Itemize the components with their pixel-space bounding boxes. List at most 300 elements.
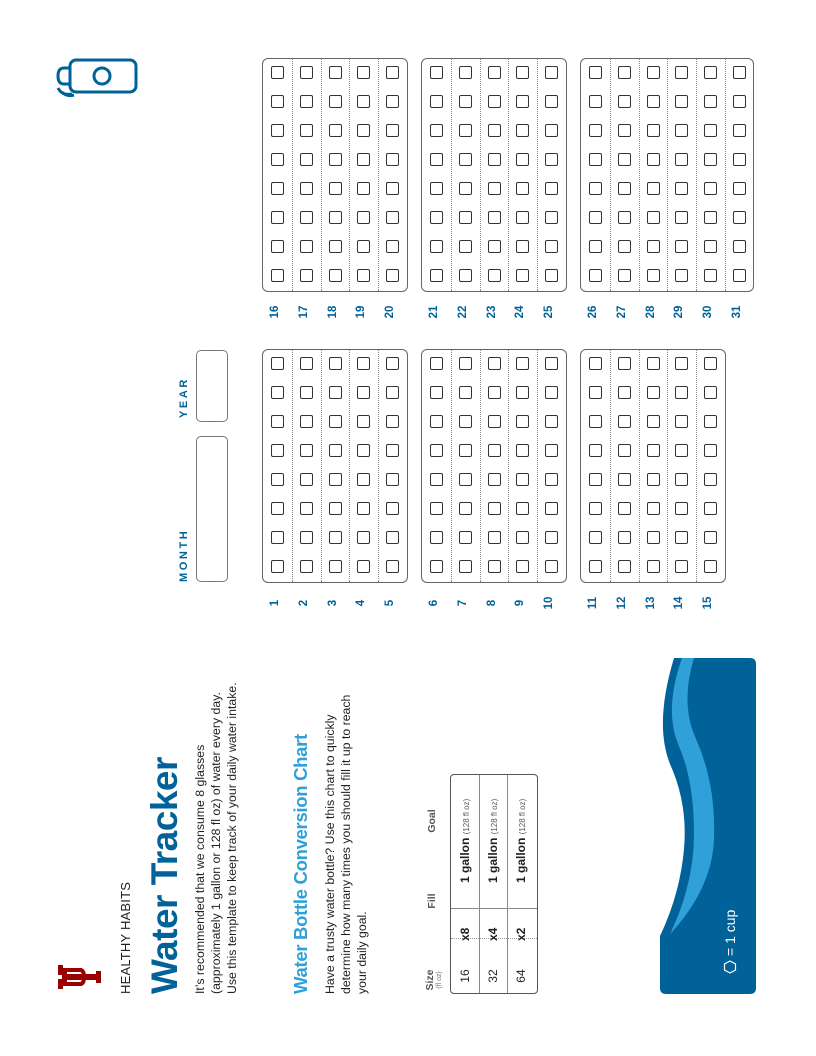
cup-checkbox[interactable]: [618, 473, 631, 486]
cup-checkbox[interactable]: [647, 153, 660, 166]
cup-checkbox[interactable]: [386, 444, 399, 457]
cup-checkbox[interactable]: [488, 357, 501, 370]
cup-checkbox[interactable]: [488, 502, 501, 515]
day-number: 28: [644, 305, 657, 319]
cup-checkbox[interactable]: [271, 124, 284, 137]
day-number: 15: [702, 596, 715, 610]
cup-checkbox[interactable]: [704, 95, 717, 108]
day-number: 7: [456, 599, 469, 607]
cup-checkbox[interactable]: [300, 473, 313, 486]
cup-checkbox[interactable]: [300, 153, 313, 166]
cup-checkbox[interactable]: [329, 182, 342, 195]
cup-checkbox[interactable]: [545, 95, 558, 108]
day-group: [580, 58, 754, 292]
cup-checkbox[interactable]: [430, 415, 443, 428]
cup-checkbox[interactable]: [488, 415, 501, 428]
cup-checkbox[interactable]: [271, 269, 284, 282]
fill-cell: x8: [458, 927, 472, 941]
cup-checkbox[interactable]: [386, 211, 399, 224]
day-number: 2: [297, 599, 310, 607]
cup-checkbox[interactable]: [516, 153, 529, 166]
cup-checkbox[interactable]: [618, 95, 631, 108]
cup-checkbox[interactable]: [618, 357, 631, 370]
cup-checkbox[interactable]: [589, 386, 602, 399]
cup-checkbox[interactable]: [589, 211, 602, 224]
cup-checkbox[interactable]: [675, 211, 688, 224]
cup-checkbox[interactable]: [386, 531, 399, 544]
cup-checkbox[interactable]: [516, 560, 529, 573]
cup-checkbox[interactable]: [589, 124, 602, 137]
day-group: [262, 349, 408, 583]
cup-checkbox[interactable]: [704, 502, 717, 515]
cup-checkbox[interactable]: [675, 531, 688, 544]
cup-checkbox[interactable]: [386, 269, 399, 282]
cup-checkbox[interactable]: [675, 182, 688, 195]
cup-checkbox[interactable]: [459, 269, 472, 282]
cup-checkbox[interactable]: [647, 95, 660, 108]
cup-checkbox[interactable]: [357, 473, 370, 486]
day-number: 14: [673, 596, 686, 610]
cup-checkbox[interactable]: [271, 240, 284, 253]
day-number: 22: [456, 305, 469, 319]
cup-checkbox[interactable]: [516, 269, 529, 282]
cup-checkbox[interactable]: [459, 502, 472, 515]
cup-checkbox[interactable]: [430, 182, 443, 195]
cup-checkbox[interactable]: [357, 531, 370, 544]
cup-checkbox[interactable]: [733, 66, 746, 79]
day-number: 29: [673, 305, 686, 319]
cup-checkbox[interactable]: [675, 560, 688, 573]
cup-checkbox[interactable]: [459, 182, 472, 195]
cup-checkbox[interactable]: [300, 560, 313, 573]
cup-checkbox[interactable]: [647, 502, 660, 515]
cup-checkbox[interactable]: [271, 386, 284, 399]
cup-checkbox[interactable]: [733, 95, 746, 108]
cup-checkbox[interactable]: [704, 124, 717, 137]
cup-checkbox[interactable]: [430, 473, 443, 486]
cup-checkbox[interactable]: [488, 240, 501, 253]
cup-checkbox[interactable]: [271, 531, 284, 544]
cup-checkbox[interactable]: [357, 153, 370, 166]
cup-checkbox[interactable]: [675, 386, 688, 399]
cup-checkbox[interactable]: [618, 240, 631, 253]
cup-checkbox[interactable]: [589, 560, 602, 573]
cup-checkbox[interactable]: [459, 444, 472, 457]
day-number: 25: [543, 305, 556, 319]
cup-checkbox[interactable]: [647, 66, 660, 79]
cup-checkbox[interactable]: [488, 95, 501, 108]
cup-checkbox[interactable]: [386, 124, 399, 137]
cup-checkbox[interactable]: [675, 357, 688, 370]
cup-checkbox[interactable]: [300, 386, 313, 399]
fill-cell: x4: [486, 927, 500, 941]
cup-checkbox[interactable]: [647, 531, 660, 544]
cup-checkbox[interactable]: [357, 269, 370, 282]
cup-checkbox[interactable]: [516, 124, 529, 137]
cup-checkbox[interactable]: [300, 531, 313, 544]
cup-checkbox[interactable]: [733, 124, 746, 137]
cup-checkbox[interactable]: [271, 415, 284, 428]
day-number: 24: [514, 305, 527, 319]
cup-checkbox[interactable]: [516, 240, 529, 253]
cup-checkbox[interactable]: [647, 357, 660, 370]
cup-checkbox[interactable]: [300, 357, 313, 370]
cup-checkbox[interactable]: [675, 95, 688, 108]
cup-checkbox[interactable]: [647, 182, 660, 195]
cup-checkbox[interactable]: [647, 211, 660, 224]
cup-checkbox[interactable]: [589, 531, 602, 544]
cup-checkbox[interactable]: [545, 66, 558, 79]
cup-checkbox[interactable]: [357, 415, 370, 428]
cup-checkbox[interactable]: [488, 560, 501, 573]
cup-checkbox[interactable]: [459, 560, 472, 573]
cup-checkbox[interactable]: [618, 386, 631, 399]
cup-checkbox[interactable]: [733, 182, 746, 195]
cup-checkbox[interactable]: [545, 153, 558, 166]
cup-checkbox[interactable]: [545, 386, 558, 399]
cup-checkbox[interactable]: [459, 240, 472, 253]
eyebrow: HEALTHY HABITS: [118, 881, 133, 994]
cup-checkbox[interactable]: [647, 386, 660, 399]
cup-checkbox[interactable]: [675, 153, 688, 166]
cup-checkbox[interactable]: [329, 66, 342, 79]
cup-checkbox[interactable]: [300, 444, 313, 457]
goal-cell: 1 gallon (128 fl oz): [514, 798, 528, 883]
cup-checkbox[interactable]: [329, 473, 342, 486]
water-bottle-icon: [56, 54, 140, 98]
cup-checkbox[interactable]: [300, 182, 313, 195]
cup-checkbox[interactable]: [386, 473, 399, 486]
cup-checkbox[interactable]: [271, 153, 284, 166]
day-number: 6: [428, 599, 440, 607]
iu-trident-logo: [58, 960, 102, 994]
cup-checkbox[interactable]: [675, 269, 688, 282]
cup-checkbox[interactable]: [430, 386, 443, 399]
cup-icon: [723, 960, 737, 974]
cup-checkbox[interactable]: [516, 211, 529, 224]
cup-checkbox[interactable]: [545, 182, 558, 195]
cup-checkbox[interactable]: [459, 153, 472, 166]
cup-checkbox[interactable]: [329, 95, 342, 108]
cup-checkbox[interactable]: [618, 66, 631, 79]
cup-checkbox[interactable]: [386, 502, 399, 515]
col-size-header: Size (fl oz): [424, 969, 443, 991]
cup-checkbox[interactable]: [300, 240, 313, 253]
cup-checkbox[interactable]: [357, 182, 370, 195]
cup-checkbox[interactable]: [516, 473, 529, 486]
cup-checkbox[interactable]: [704, 473, 717, 486]
cup-checkbox[interactable]: [589, 95, 602, 108]
cup-checkbox[interactable]: [357, 386, 370, 399]
cup-checkbox[interactable]: [300, 211, 313, 224]
col-fill-header: Fill: [426, 893, 438, 909]
cup-checkbox[interactable]: [459, 95, 472, 108]
cup-checkbox[interactable]: [430, 124, 443, 137]
cup-checkbox[interactable]: [430, 66, 443, 79]
cup-checkbox[interactable]: [329, 386, 342, 399]
page-title: Water Tracker: [144, 757, 185, 994]
day-number: 16: [269, 305, 281, 319]
cup-checkbox[interactable]: [386, 560, 399, 573]
cup-checkbox[interactable]: [386, 95, 399, 108]
cup-checkbox[interactable]: [488, 531, 501, 544]
day-number: 9: [514, 599, 527, 607]
cup-checkbox[interactable]: [589, 473, 602, 486]
col-goal-header: Goal: [426, 809, 438, 833]
cup-checkbox[interactable]: [300, 502, 313, 515]
cup-checkbox[interactable]: [459, 415, 472, 428]
cup-checkbox[interactable]: [357, 95, 370, 108]
cup-checkbox[interactable]: [488, 66, 501, 79]
cup-checkbox[interactable]: [733, 153, 746, 166]
day-number: 1: [269, 599, 281, 607]
cup-checkbox[interactable]: [545, 415, 558, 428]
cup-checkbox[interactable]: [704, 386, 717, 399]
cup-checkbox[interactable]: [516, 386, 529, 399]
cup-checkbox[interactable]: [516, 182, 529, 195]
day-number: 18: [326, 305, 339, 319]
cup-checkbox[interactable]: [733, 240, 746, 253]
cup-checkbox[interactable]: [386, 66, 399, 79]
cup-checkbox[interactable]: [430, 357, 443, 370]
conversion-table: [450, 774, 538, 994]
cup-checkbox[interactable]: [300, 66, 313, 79]
cup-checkbox[interactable]: [545, 560, 558, 573]
cup-checkbox[interactable]: [329, 269, 342, 282]
cup-checkbox[interactable]: [675, 473, 688, 486]
cup-checkbox[interactable]: [545, 124, 558, 137]
cup-checkbox[interactable]: [271, 211, 284, 224]
cup-checkbox[interactable]: [647, 240, 660, 253]
cup-checkbox[interactable]: [647, 124, 660, 137]
cup-checkbox[interactable]: [516, 66, 529, 79]
cup-checkbox[interactable]: [386, 415, 399, 428]
cup-checkbox[interactable]: [488, 182, 501, 195]
cup-checkbox[interactable]: [545, 357, 558, 370]
table-row: [479, 799, 507, 993]
cup-checkbox[interactable]: [589, 269, 602, 282]
cup-checkbox[interactable]: [459, 473, 472, 486]
cup-checkbox[interactable]: [545, 502, 558, 515]
cup-checkbox[interactable]: [329, 560, 342, 573]
cup-checkbox[interactable]: [589, 66, 602, 79]
cup-checkbox[interactable]: [675, 240, 688, 253]
cup-checkbox[interactable]: [704, 66, 717, 79]
day-number: 23: [485, 305, 498, 319]
cup-checkbox[interactable]: [271, 444, 284, 457]
size-cell: 16: [458, 969, 472, 983]
cup-checkbox[interactable]: [329, 415, 342, 428]
cup-checkbox[interactable]: [329, 124, 342, 137]
cup-checkbox[interactable]: [618, 502, 631, 515]
cup-checkbox[interactable]: [704, 211, 717, 224]
cup-checkbox[interactable]: [675, 124, 688, 137]
cup-checkbox[interactable]: [329, 444, 342, 457]
conversion-description: Have a trusty water bottle? Use this chart to quickly determine how many times you should fill it up to reach your daily goal.: [323, 694, 369, 994]
cup-checkbox[interactable]: [618, 444, 631, 457]
cup-checkbox[interactable]: [545, 211, 558, 224]
cup-checkbox[interactable]: [618, 124, 631, 137]
cup-checkbox[interactable]: [675, 415, 688, 428]
intro-text: It’s recommended that we consume 8 glasses (approximately 1 gallon or 128 fl oz) of water every day. Use this template to keep track of your daily water intake.: [193, 682, 239, 994]
cup-checkbox[interactable]: [430, 211, 443, 224]
cup-checkbox[interactable]: [459, 357, 472, 370]
cup-checkbox[interactable]: [516, 502, 529, 515]
legend-text: = 1 cup: [722, 909, 738, 956]
cup-checkbox[interactable]: [589, 240, 602, 253]
cup-checkbox[interactable]: [647, 444, 660, 457]
cup-checkbox[interactable]: [488, 473, 501, 486]
cup-checkbox[interactable]: [618, 415, 631, 428]
cup-checkbox[interactable]: [589, 153, 602, 166]
cup-checkbox[interactable]: [386, 357, 399, 370]
day-number: 4: [355, 599, 368, 607]
cup-checkbox[interactable]: [459, 124, 472, 137]
cup-checkbox[interactable]: [430, 502, 443, 515]
cup-checkbox[interactable]: [618, 153, 631, 166]
cup-checkbox[interactable]: [704, 531, 717, 544]
cup-checkbox[interactable]: [545, 269, 558, 282]
cup-checkbox[interactable]: [300, 95, 313, 108]
cup-checkbox[interactable]: [516, 357, 529, 370]
month-label: MONTH: [178, 528, 190, 582]
cup-checkbox[interactable]: [647, 473, 660, 486]
cup-checkbox[interactable]: [459, 531, 472, 544]
cup-checkbox[interactable]: [357, 560, 370, 573]
cup-checkbox[interactable]: [430, 531, 443, 544]
cup-checkbox[interactable]: [618, 182, 631, 195]
cup-checkbox[interactable]: [545, 240, 558, 253]
cup-checkbox[interactable]: [271, 502, 284, 515]
day-number: 10: [543, 596, 556, 610]
cup-checkbox[interactable]: [386, 153, 399, 166]
cup-checkbox[interactable]: [329, 153, 342, 166]
cup-checkbox[interactable]: [516, 415, 529, 428]
cup-checkbox[interactable]: [271, 473, 284, 486]
day-number: 8: [485, 599, 498, 607]
cup-checkbox[interactable]: [704, 357, 717, 370]
cup-checkbox[interactable]: [647, 560, 660, 573]
cup-checkbox[interactable]: [516, 531, 529, 544]
cup-checkbox[interactable]: [704, 560, 717, 573]
cup-checkbox[interactable]: [430, 95, 443, 108]
cup-checkbox[interactable]: [329, 502, 342, 515]
cup-checkbox[interactable]: [386, 386, 399, 399]
cup-checkbox[interactable]: [589, 502, 602, 515]
cup-checkbox[interactable]: [488, 211, 501, 224]
cup-checkbox[interactable]: [589, 415, 602, 428]
cup-checkbox[interactable]: [271, 357, 284, 370]
cup-checkbox[interactable]: [675, 502, 688, 515]
day-number: 20: [384, 305, 397, 319]
cup-checkbox[interactable]: [488, 386, 501, 399]
cup-checkbox[interactable]: [300, 124, 313, 137]
cup-checkbox[interactable]: [459, 66, 472, 79]
month-field[interactable]: [196, 436, 228, 582]
cup-checkbox[interactable]: [545, 531, 558, 544]
day-number: 21: [428, 305, 440, 319]
cup-checkbox[interactable]: [589, 444, 602, 457]
day-number: 30: [702, 305, 715, 319]
cup-checkbox[interactable]: [459, 386, 472, 399]
cup-checkbox[interactable]: [704, 153, 717, 166]
cup-checkbox[interactable]: [329, 357, 342, 370]
cup-checkbox[interactable]: [430, 444, 443, 457]
cup-checkbox[interactable]: [357, 357, 370, 370]
cup-checkbox[interactable]: [329, 531, 342, 544]
cup-checkbox[interactable]: [545, 444, 558, 457]
table-row: [451, 799, 479, 993]
cup-checkbox[interactable]: [300, 269, 313, 282]
cup-checkbox[interactable]: [647, 269, 660, 282]
cup-checkbox[interactable]: [271, 182, 284, 195]
cup-checkbox[interactable]: [357, 444, 370, 457]
cup-checkbox[interactable]: [589, 182, 602, 195]
cup-checkbox[interactable]: [271, 560, 284, 573]
cup-checkbox[interactable]: [704, 269, 717, 282]
cup-checkbox[interactable]: [516, 95, 529, 108]
day-group: [262, 58, 408, 292]
cup-checkbox[interactable]: [618, 560, 631, 573]
cup-checkbox[interactable]: [329, 211, 342, 224]
cup-checkbox[interactable]: [675, 444, 688, 457]
cup-checkbox[interactable]: [704, 415, 717, 428]
cup-checkbox[interactable]: [618, 531, 631, 544]
size-cell: 64: [514, 969, 528, 983]
cup-checkbox[interactable]: [704, 444, 717, 457]
cup-checkbox[interactable]: [430, 560, 443, 573]
cup-checkbox[interactable]: [488, 153, 501, 166]
fill-cell: x2: [514, 927, 528, 941]
cup-checkbox[interactable]: [386, 240, 399, 253]
cup-checkbox[interactable]: [357, 502, 370, 515]
cup-checkbox[interactable]: [430, 240, 443, 253]
cup-checkbox[interactable]: [357, 211, 370, 224]
cup-checkbox[interactable]: [545, 473, 558, 486]
cup-checkbox[interactable]: [329, 240, 342, 253]
cup-checkbox[interactable]: [357, 66, 370, 79]
cup-checkbox[interactable]: [430, 153, 443, 166]
cup-checkbox[interactable]: [271, 95, 284, 108]
cup-checkbox[interactable]: [704, 182, 717, 195]
cup-checkbox[interactable]: [459, 211, 472, 224]
cup-checkbox[interactable]: [516, 444, 529, 457]
cup-checkbox[interactable]: [271, 66, 284, 79]
cup-checkbox[interactable]: [704, 240, 717, 253]
day-number: 19: [355, 305, 368, 319]
cup-checkbox[interactable]: [488, 444, 501, 457]
cup-checkbox[interactable]: [357, 124, 370, 137]
day-number: 11: [587, 596, 599, 610]
cup-checkbox[interactable]: [488, 124, 501, 137]
day-number: 17: [297, 305, 310, 319]
cup-checkbox[interactable]: [589, 357, 602, 370]
cup-checkbox[interactable]: [300, 415, 313, 428]
cup-checkbox[interactable]: [618, 269, 631, 282]
cup-checkbox[interactable]: [675, 66, 688, 79]
cup-checkbox[interactable]: [386, 182, 399, 195]
cup-checkbox[interactable]: [618, 211, 631, 224]
cup-checkbox[interactable]: [488, 269, 501, 282]
cup-checkbox[interactable]: [733, 269, 746, 282]
cup-checkbox[interactable]: [430, 269, 443, 282]
cup-checkbox[interactable]: [357, 240, 370, 253]
cup-checkbox[interactable]: [733, 211, 746, 224]
goal-cell: 1 gallon (128 fl oz): [486, 798, 500, 883]
cup-checkbox[interactable]: [647, 415, 660, 428]
year-field[interactable]: [196, 350, 228, 422]
day-number: 12: [615, 596, 628, 610]
